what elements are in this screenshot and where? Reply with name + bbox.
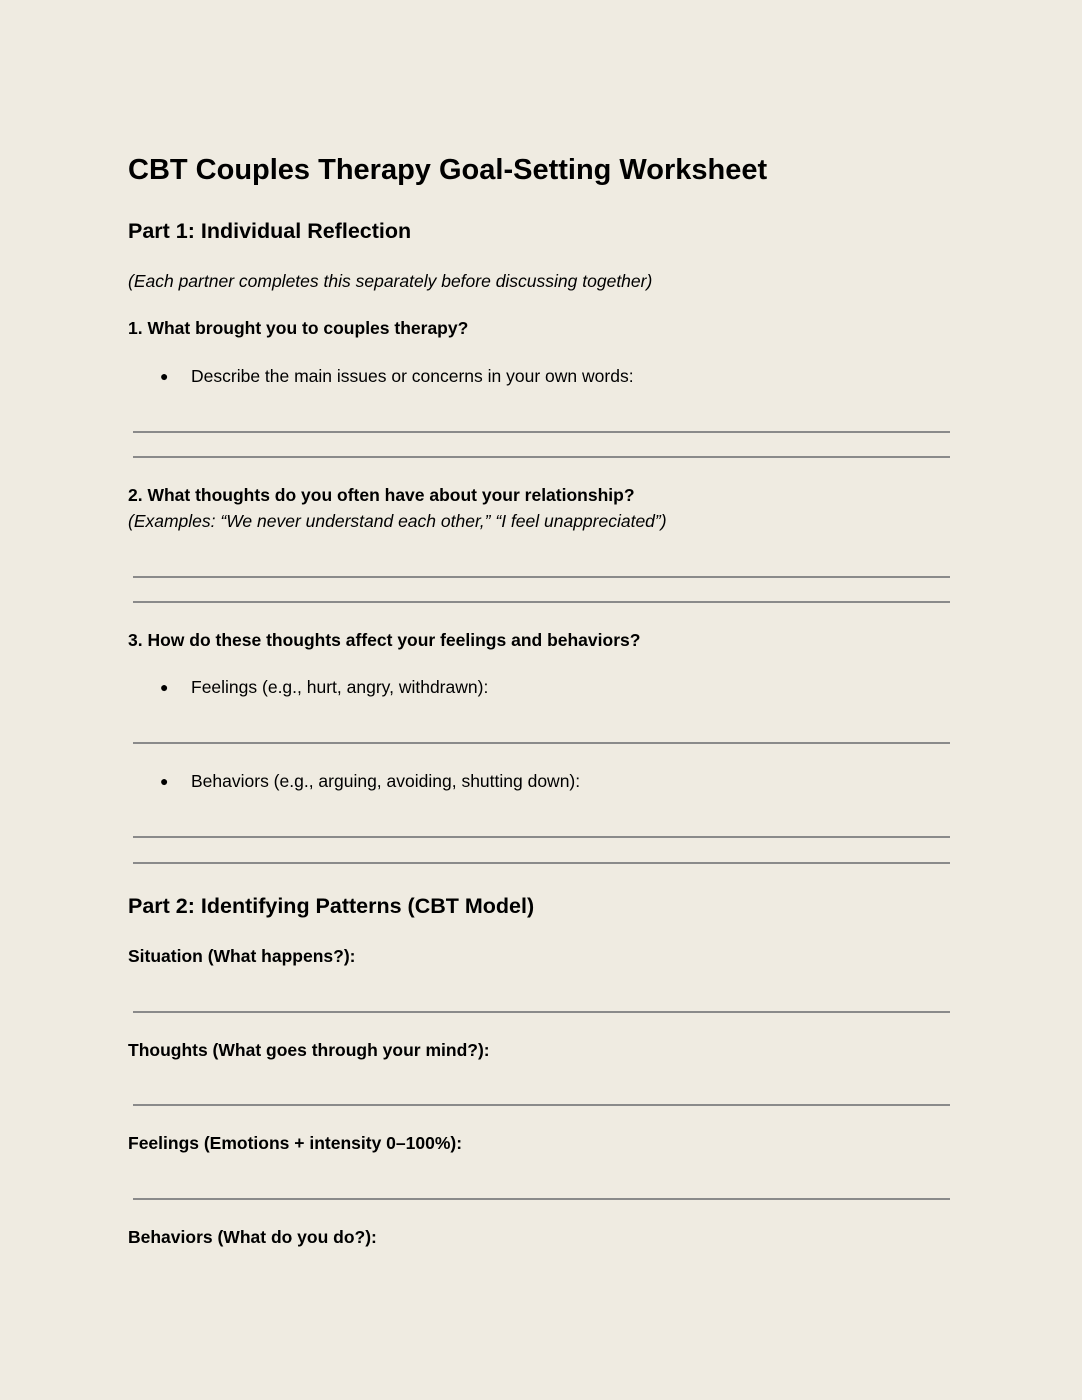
bullet-icon: ● bbox=[160, 773, 169, 789]
answer-line-q2-2[interactable] bbox=[133, 601, 950, 603]
answer-line-q1-2[interactable] bbox=[133, 456, 950, 458]
question-1-bullet bbox=[160, 366, 634, 387]
answer-line-situation[interactable] bbox=[133, 1011, 950, 1013]
answer-line-thoughts[interactable] bbox=[133, 1104, 950, 1106]
question-3-bullet-feelings bbox=[160, 677, 488, 698]
bullet-icon: ● bbox=[160, 368, 169, 384]
page-title: CBT Couples Therapy Goal-Setting Worksheet bbox=[128, 154, 768, 186]
part1-heading: Part 1: Individual Reflection bbox=[128, 219, 412, 243]
part1-note: (Each partner completes this separately before discussing together) bbox=[128, 271, 653, 291]
question-2-examples: (Examples: “We never understand each other,” “I feel unappreciated”) bbox=[128, 511, 667, 531]
answer-line-q3-behaviors-2[interactable] bbox=[133, 862, 950, 864]
question-1: 1. What brought you to couples therapy? bbox=[128, 318, 469, 338]
answer-line-q2-1[interactable] bbox=[133, 576, 950, 578]
answer-line-q1-1[interactable] bbox=[133, 431, 950, 433]
question-2: 2. What thoughts do you often have about your relationship? bbox=[128, 485, 635, 505]
answer-line-q3-behaviors-1[interactable] bbox=[133, 836, 950, 838]
bullet-icon: ● bbox=[160, 679, 169, 695]
question-3-feelings-text: Feelings (e.g., hurt, angry, withdrawn): bbox=[191, 677, 489, 697]
part2-heading: Part 2: Identifying Patterns (CBT Model) bbox=[128, 894, 535, 918]
situation-label: Situation (What happens?): bbox=[128, 946, 356, 966]
question-3-bullet-behaviors bbox=[160, 771, 580, 792]
thoughts-label: Thoughts (What goes through your mind?): bbox=[128, 1040, 490, 1060]
answer-line-feelings[interactable] bbox=[133, 1198, 950, 1200]
behaviors-label: Behaviors (What do you do?): bbox=[128, 1227, 377, 1247]
answer-line-q3-feelings[interactable] bbox=[133, 742, 950, 744]
question-3-behaviors-text: Behaviors (e.g., arguing, avoiding, shutting down): bbox=[191, 771, 581, 791]
question-3: 3. How do these thoughts affect your feelings and behaviors? bbox=[128, 630, 641, 650]
feelings-label: Feelings (Emotions + intensity 0–100%): bbox=[128, 1133, 463, 1153]
question-1-bullet-text: Describe the main issues or concerns in your own words: bbox=[191, 366, 634, 386]
